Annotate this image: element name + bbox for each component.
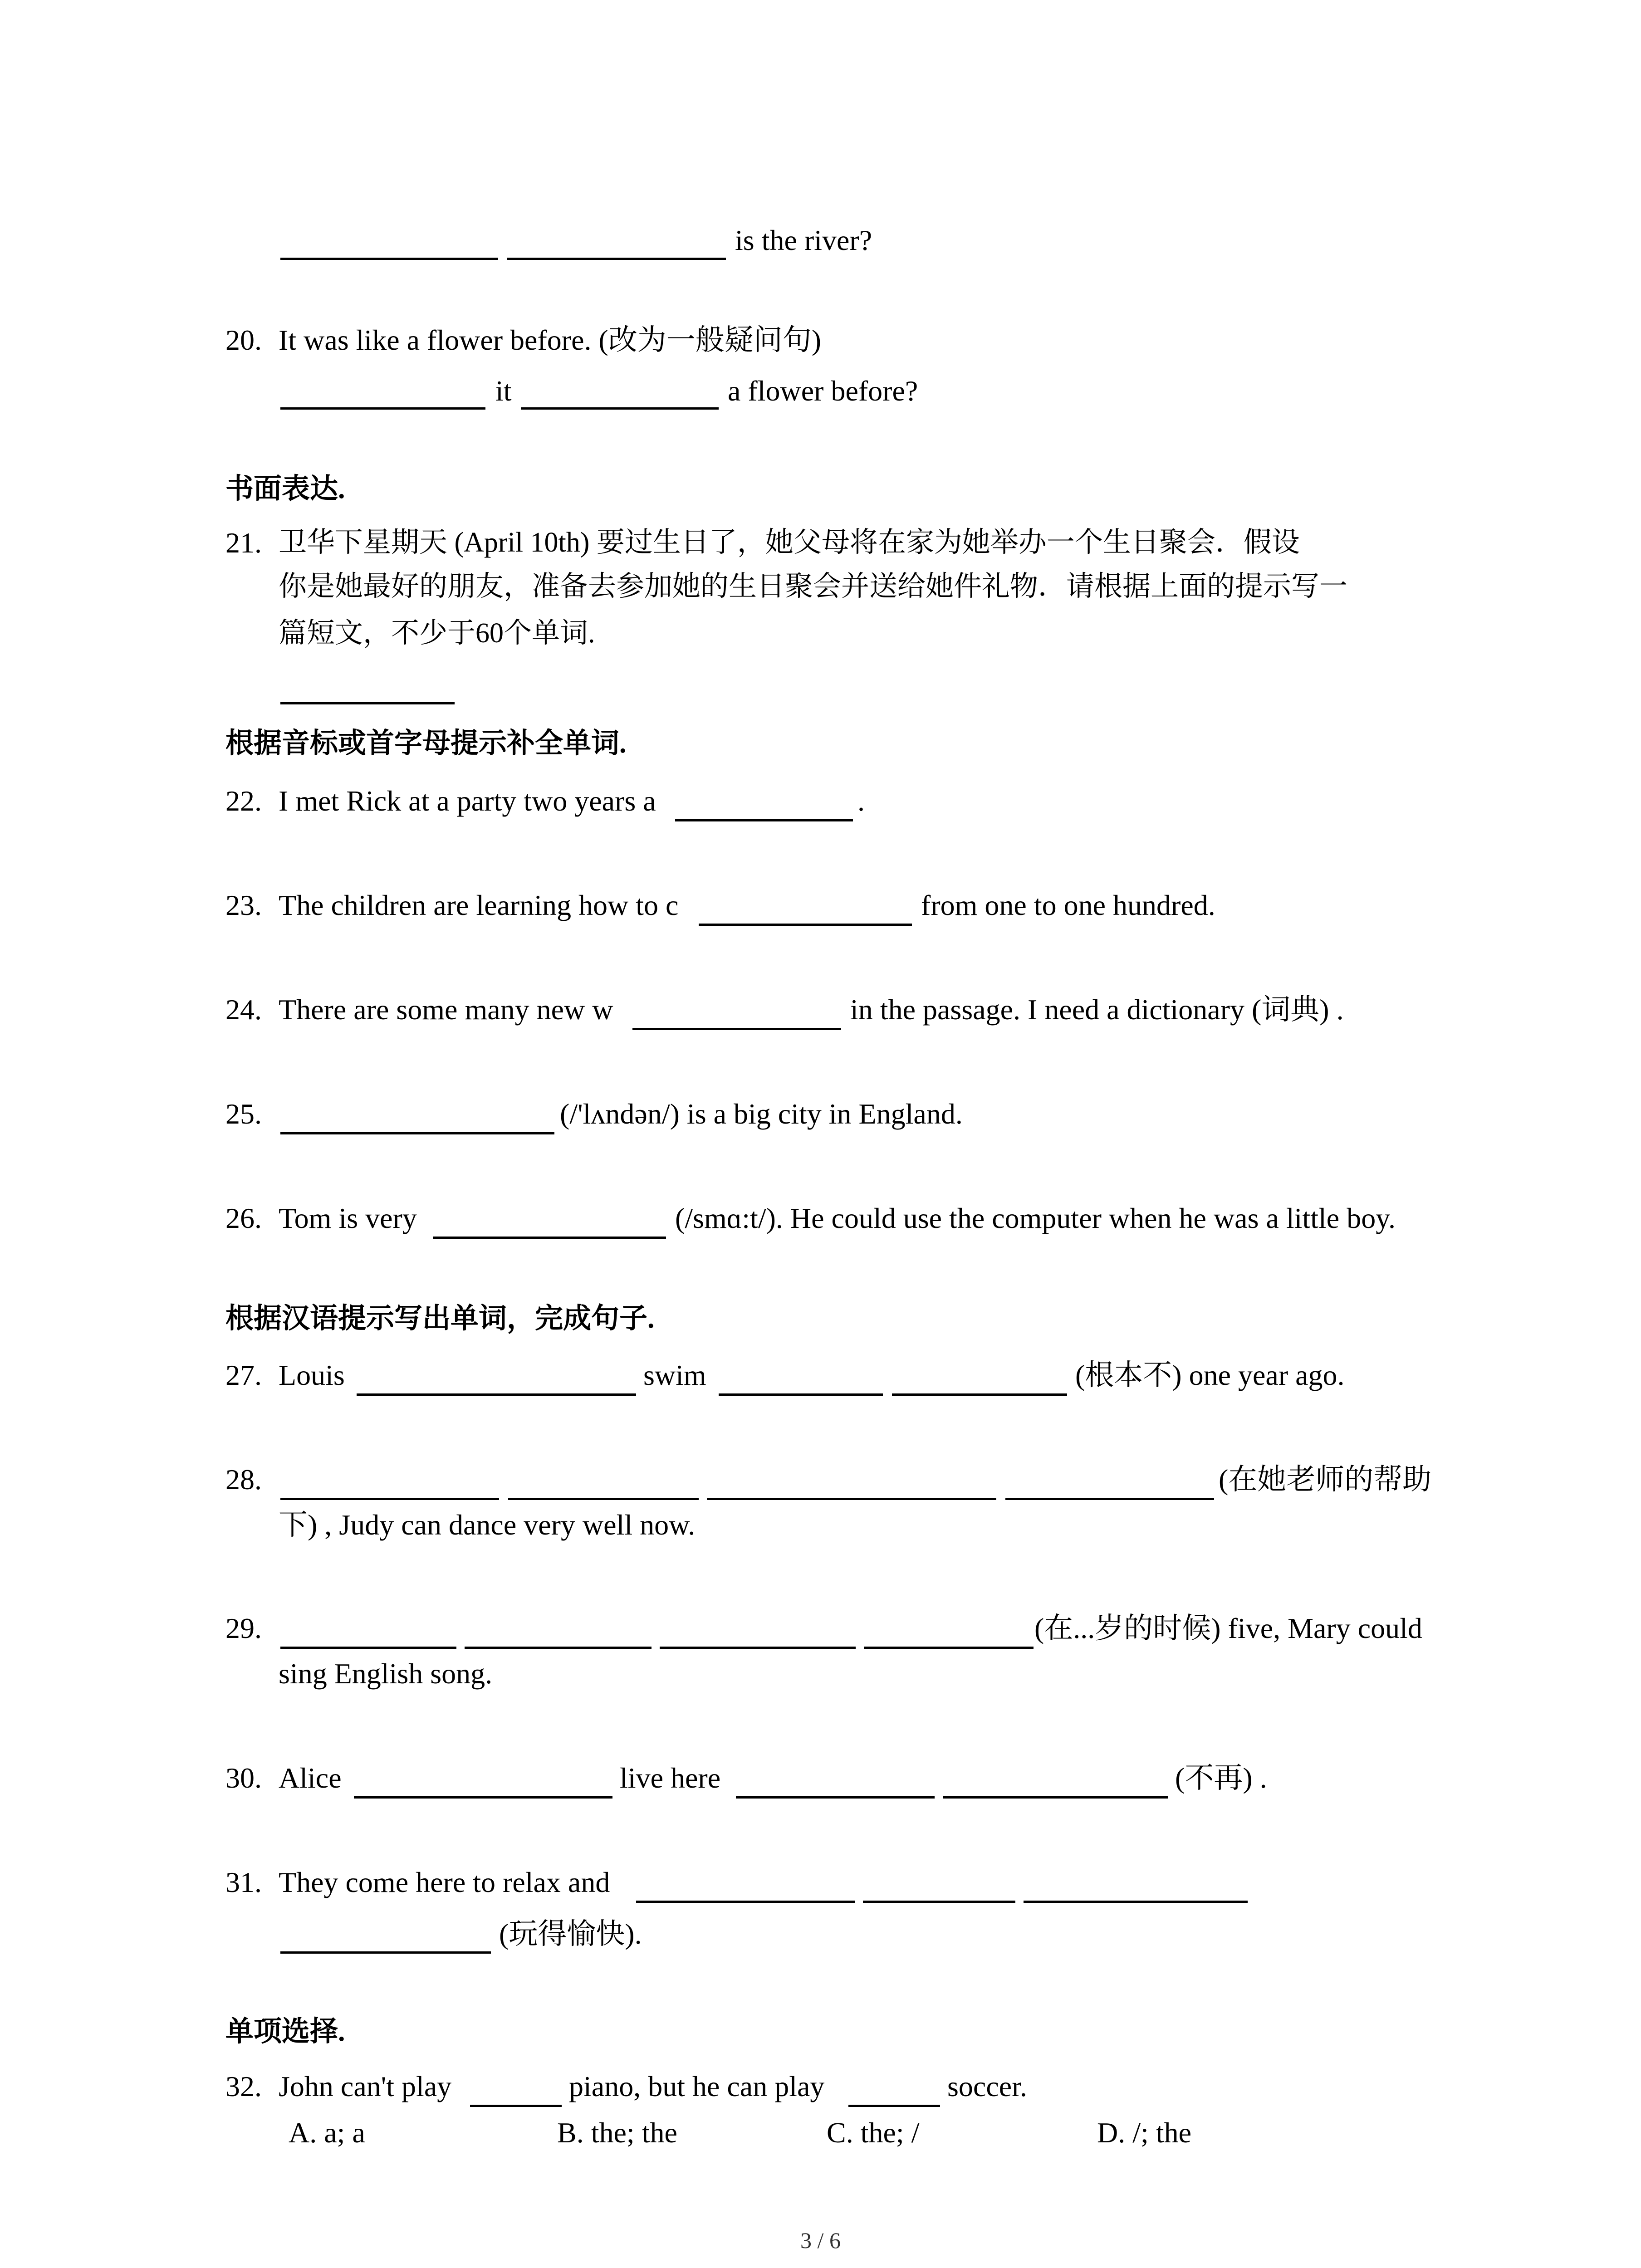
- q26-number: 26.: [225, 1202, 262, 1234]
- q20-number: 20.: [225, 324, 262, 356]
- q21-line-3: 篇短文，不少于60个单词.: [279, 618, 595, 649]
- q22-after: .: [857, 785, 865, 817]
- q19-blank-2[interactable]: [507, 258, 726, 260]
- q25-number: 25.: [225, 1098, 262, 1130]
- q19-tail: is the river?: [735, 224, 872, 256]
- q32-option-a[interactable]: A. a; a: [289, 2116, 365, 2149]
- page-number: 3 / 6: [800, 2228, 841, 2253]
- q22-number: 22.: [225, 785, 262, 817]
- q28-number: 28.: [225, 1463, 262, 1496]
- q26-blank[interactable]: [433, 1237, 666, 1239]
- q27-word-1: Louis: [279, 1359, 345, 1391]
- q29-blank-2[interactable]: [465, 1647, 652, 1649]
- q29-line-2: sing English song.: [279, 1657, 493, 1690]
- q27-blank-3[interactable]: [892, 1393, 1067, 1396]
- q30-word-2: live here: [620, 1762, 721, 1794]
- q27-blank-1[interactable]: [357, 1393, 636, 1396]
- q30-number: 30.: [225, 1762, 262, 1794]
- q32-option-c[interactable]: C. the; /: [827, 2116, 920, 2149]
- q29-blank-4[interactable]: [864, 1647, 1034, 1649]
- q32-option-b[interactable]: B. the; the: [557, 2116, 677, 2149]
- q20-blank-2[interactable]: [521, 407, 719, 410]
- q30-blank-2[interactable]: [736, 1796, 935, 1799]
- q31-number: 31.: [225, 1866, 262, 1898]
- section-heading-writing: 书面表达.: [225, 474, 345, 504]
- q21-line-1: 卫华下星期天 (April 10th) 要过生日了，她父母将在家为她举办一个生日聚会．假设: [279, 527, 1300, 558]
- q32-part-1: John can't play: [279, 2070, 452, 2102]
- q27-after: (根本不) one year ago.: [1075, 1359, 1345, 1391]
- q21-line-2: 你是她最好的朋友，准备去参加她的生日聚会并送给她件礼物．请根据上面的提示写一: [279, 571, 1348, 602]
- q20-blank-1[interactable]: [280, 407, 485, 410]
- q30-blank-1[interactable]: [354, 1796, 612, 1799]
- q27-word-2: swim: [643, 1359, 706, 1391]
- q22-blank[interactable]: [675, 819, 853, 821]
- q21-number: 21.: [225, 527, 262, 559]
- section-heading-multiple-choice: 单项选择.: [225, 2016, 345, 2047]
- q23-after: from one to one hundred.: [921, 889, 1215, 921]
- q28-blank-2[interactable]: [508, 1498, 699, 1500]
- q32-blank-2[interactable]: [848, 2105, 940, 2107]
- q28-line-2: 下) , Judy can dance very well now.: [279, 1509, 696, 1541]
- q24-number: 24.: [225, 993, 262, 1026]
- q20-it: it: [495, 375, 512, 407]
- q26-before: Tom is very: [279, 1202, 417, 1234]
- q28-blank-4[interactable]: [1005, 1498, 1214, 1500]
- q29-blank-1[interactable]: [280, 1647, 456, 1649]
- q30-after: (不再) .: [1175, 1762, 1267, 1794]
- q29-blank-3[interactable]: [660, 1647, 856, 1649]
- q32-number: 32.: [225, 2070, 262, 2102]
- q26-after: (/smɑ:t/). He could use the computer when he was a little boy.: [675, 1202, 1396, 1234]
- q30-blank-3[interactable]: [943, 1796, 1168, 1799]
- q31-blank-4[interactable]: [280, 1951, 491, 1954]
- q32-blank-1[interactable]: [470, 2105, 562, 2107]
- q20-tail: a flower before?: [728, 375, 918, 407]
- q31-blank-3[interactable]: [1024, 1901, 1248, 1903]
- q30-word-1: Alice: [279, 1762, 342, 1794]
- q23-blank[interactable]: [699, 924, 912, 926]
- q31-line-2-after: (玩得愉快).: [499, 1918, 642, 1950]
- q31-before: They come here to relax and: [279, 1866, 610, 1898]
- q27-blank-2[interactable]: [719, 1393, 883, 1396]
- q32-part-2: piano, but he can play: [569, 2070, 825, 2102]
- section-heading-chinese-hints: 根据汉语提示写出单词，完成句子.: [225, 1303, 655, 1334]
- q25-blank[interactable]: [280, 1132, 554, 1134]
- q25-after: (/'lʌndən/) is a big city in England.: [560, 1098, 963, 1130]
- q32-option-d[interactable]: D. /; the: [1097, 2116, 1191, 2149]
- q24-before: There are some many new w: [279, 993, 613, 1026]
- q19-blank-1[interactable]: [280, 258, 498, 260]
- q20-stem: It was like a flower before. (改为一般疑问句): [279, 324, 822, 356]
- q23-before: The children are learning how to c: [279, 889, 679, 921]
- q24-blank[interactable]: [632, 1028, 841, 1030]
- q29-after: (在...岁的时候) five, Mary could: [1034, 1612, 1422, 1644]
- q28-after: (在她老师的帮助: [1219, 1463, 1432, 1496]
- q23-number: 23.: [225, 889, 262, 921]
- q28-blank-1[interactable]: [280, 1498, 499, 1500]
- q21-answer-blank[interactable]: [280, 702, 455, 704]
- q29-number: 29.: [225, 1612, 262, 1644]
- q24-after: in the passage. I need a dictionary (词典) .: [850, 993, 1344, 1026]
- q31-blank-2[interactable]: [863, 1901, 1015, 1903]
- q27-number: 27.: [225, 1359, 262, 1391]
- section-heading-spelling: 根据音标或首字母提示补全单词.: [225, 728, 627, 759]
- q31-blank-1[interactable]: [636, 1901, 855, 1903]
- q32-part-3: soccer.: [947, 2070, 1027, 2102]
- q22-before: I met Rick at a party two years a: [279, 785, 656, 817]
- q28-blank-3[interactable]: [707, 1498, 996, 1500]
